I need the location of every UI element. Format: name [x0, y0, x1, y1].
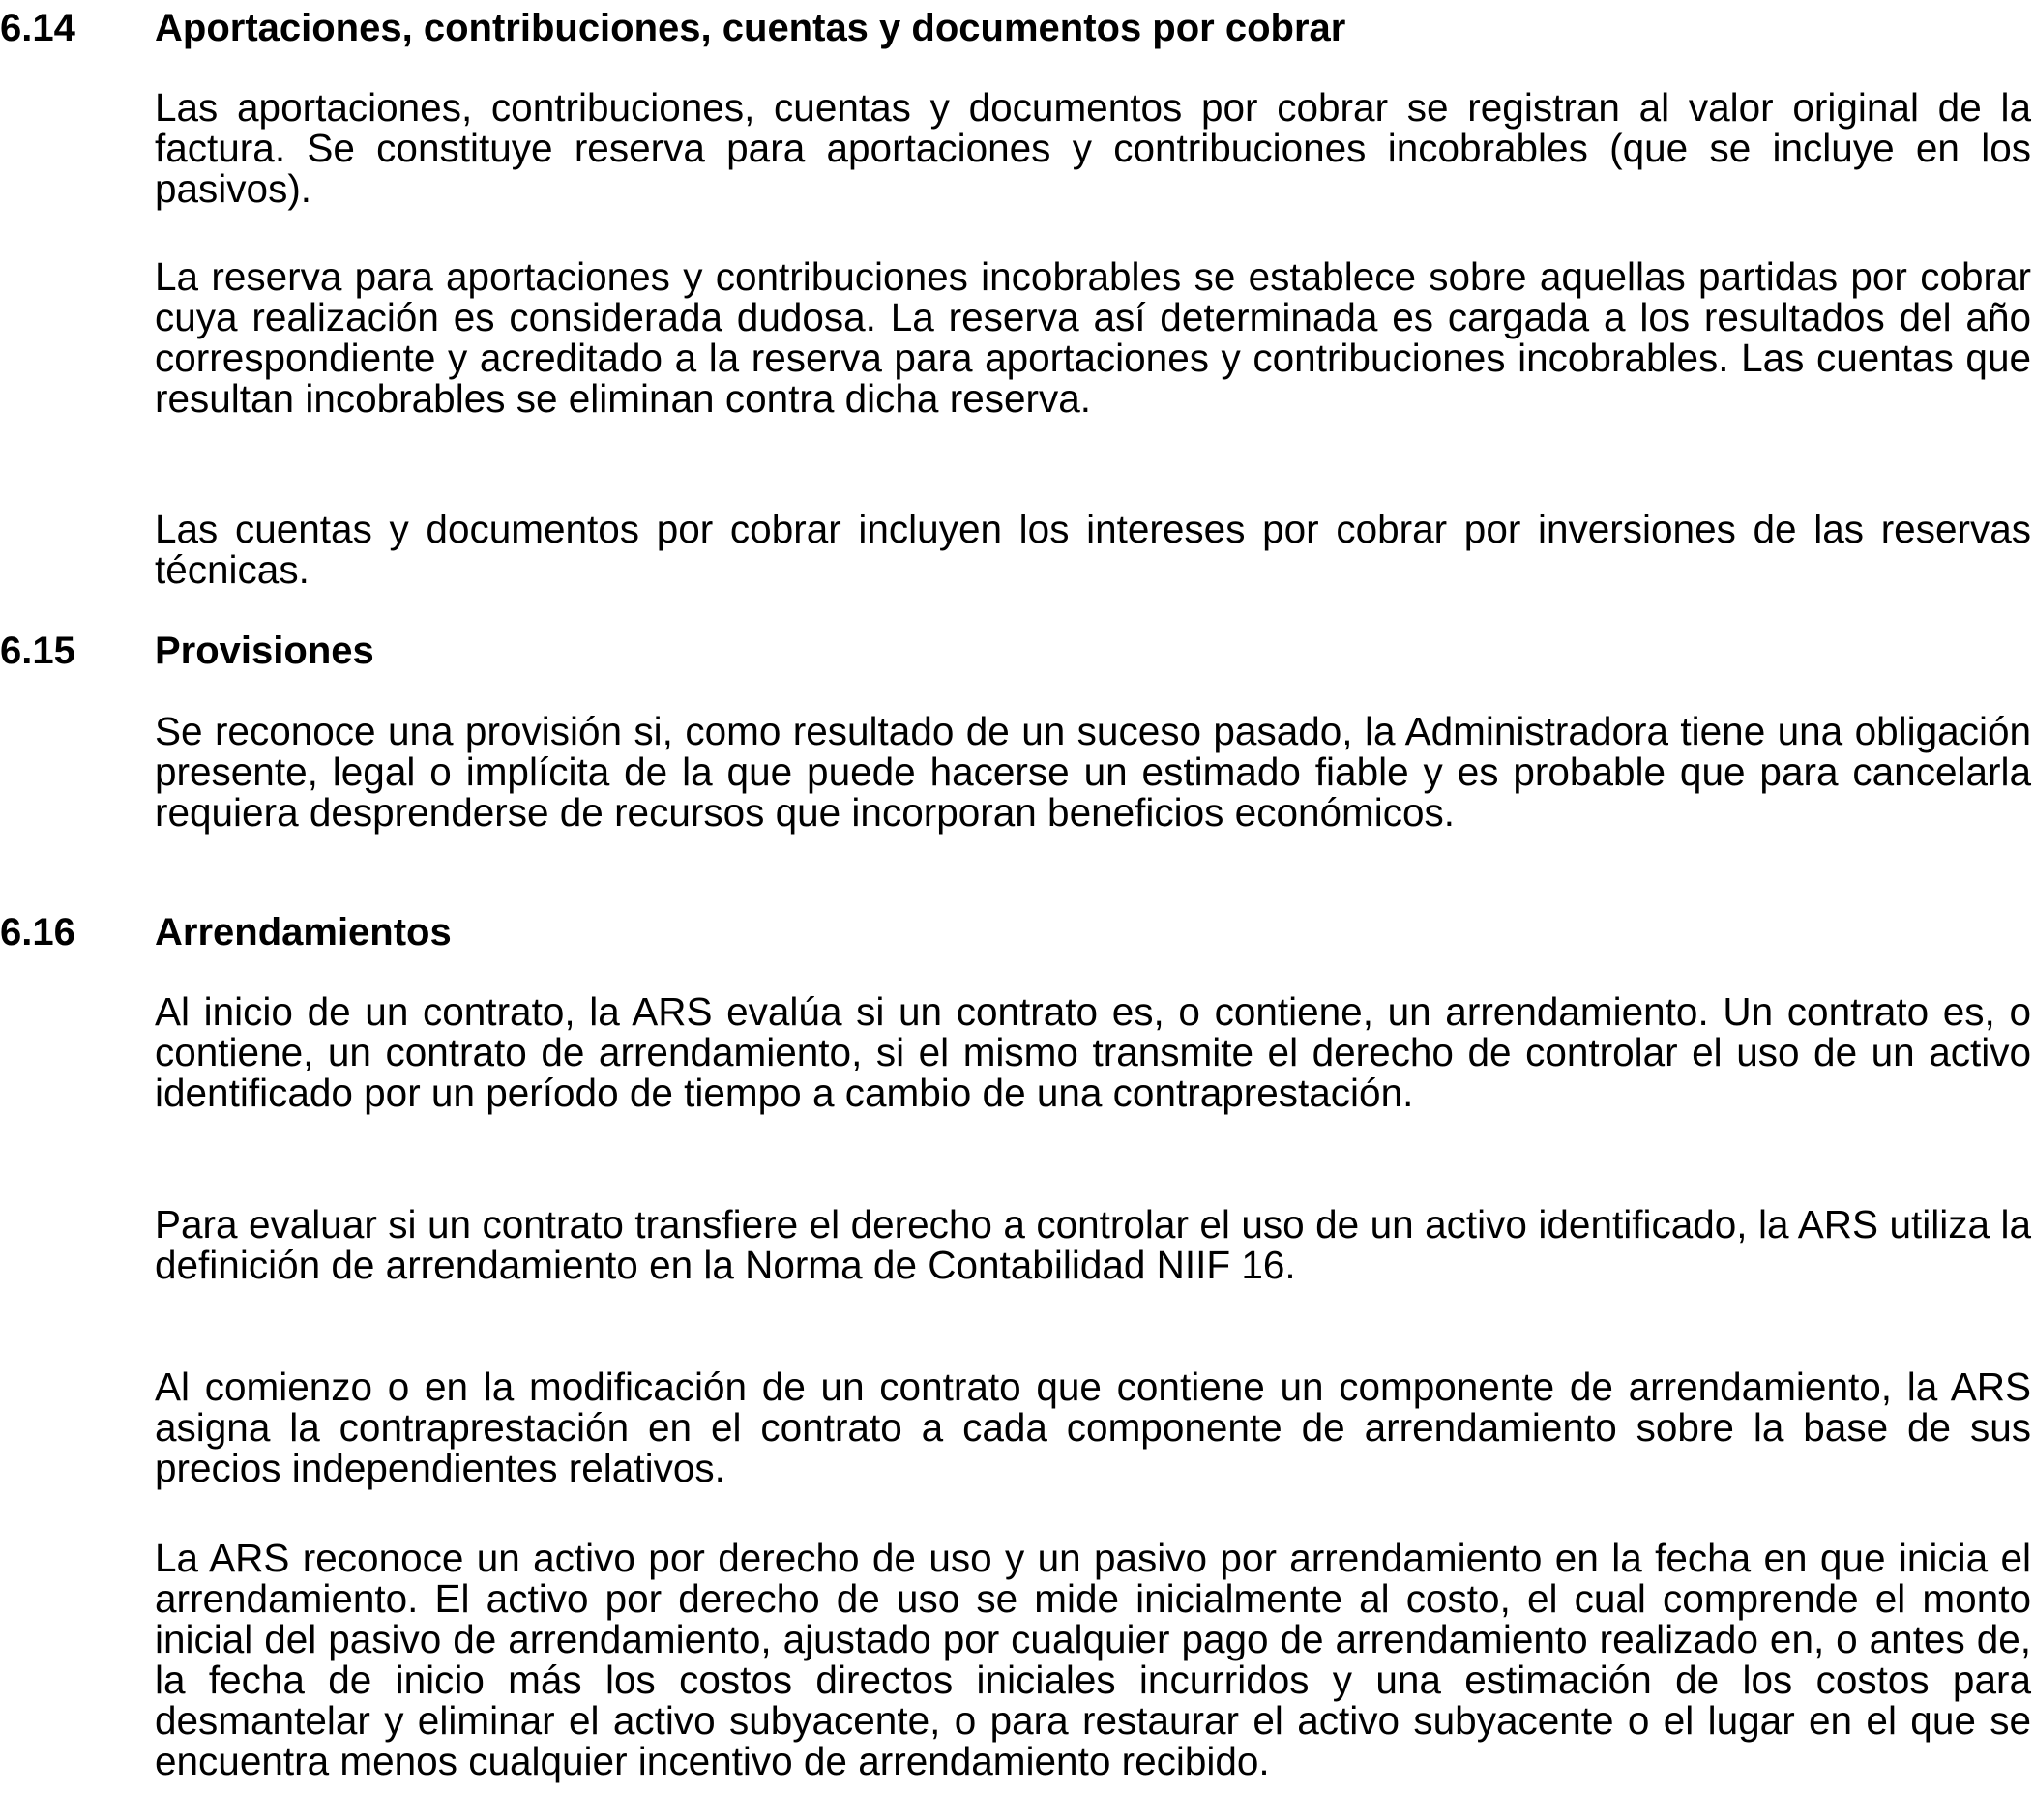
section-heading-6-16: [0, 908, 2034, 956]
section-title: Aportaciones, contribuciones, cuentas y documentos por cobrar: [155, 7, 1346, 49]
paragraph: Para evaluar si un contrato transfiere el derecho a controlar el uso de un activo identificado, la ARS utiliza la definición de arrendamiento en la Norma de Contabilidad NIIF 16.: [155, 1202, 2031, 1287]
paragraph: Las aportaciones, contribuciones, cuentas y documentos por cobrar se registran al valor original de la factura. Se constituye reserva para aportaciones y contribuciones incobrables (que se incluye en los pasivos).: [155, 85, 2031, 211]
section-number: 6.15: [0, 630, 75, 672]
paragraph: Al inicio de un contrato, la ARS evalúa si un contrato es, o contiene, un arrendamiento. Un contrato es, o contiene, un contrato de arrendamiento, si el mismo transmite el derecho de controlar el uso de un activo identificado por un período de tiempo a cambio de una contraprestación.: [155, 989, 2031, 1115]
paragraph: La ARS reconoce un activo por derecho de uso y un pasivo por arrendamiento en la fecha en que inicia el arrendamiento. El activo por derecho de uso se mide inicialmente al costo, el cual comprende el monto inicial del pasivo de arrendamiento, ajustado por cualquier pago de arrendamiento realizado en, o antes de, la fecha de inicio más los costos directos iniciales incurridos y una estimación de los costos para desmantelar y eliminar el activo subyacente, o para restaurar el activo subyacente o el lugar en el que se encuentra menos cualquier incentivo de arrendamiento recibido.: [155, 1536, 2031, 1783]
section-heading-6-15: [0, 627, 2034, 675]
section-title: Arrendamientos: [155, 911, 452, 954]
section-title: Provisiones: [155, 630, 374, 672]
paragraph: Al comienzo o en la modificación de un contrato que contiene un componente de arrendamiento, la ARS asigna la contraprestación en el contrato a cada componente de arrendamiento sobre la base de sus precios independientes relativos.: [155, 1365, 2031, 1490]
section-heading-6-14: [0, 4, 2034, 52]
paragraph: Las cuentas y documentos por cobrar incluyen los intereses por cobrar por inversiones de las reservas técnicas.: [155, 507, 2031, 592]
paragraph: Se reconoce una provisión si, como resultado de un suceso pasado, la Administradora tiene una obligación presente, legal o implícita de la que puede hacerse un estimado fiable y es probable que para cancelarla requiera desprenderse de recursos que incorporan beneficios económicos.: [155, 709, 2031, 835]
section-number: 6.14: [0, 7, 75, 49]
section-number: 6.16: [0, 911, 75, 954]
paragraph: La reserva para aportaciones y contribuciones incobrables se establece sobre aquellas partidas por cobrar cuya realización es considerada dudosa. La reserva así determinada es cargada a los resultados del año correspondiente y acreditado a la reserva para aportaciones y contribuciones incobrables. Las cuentas que resultan incobrables se eliminan contra dicha reserva.: [155, 254, 2031, 421]
